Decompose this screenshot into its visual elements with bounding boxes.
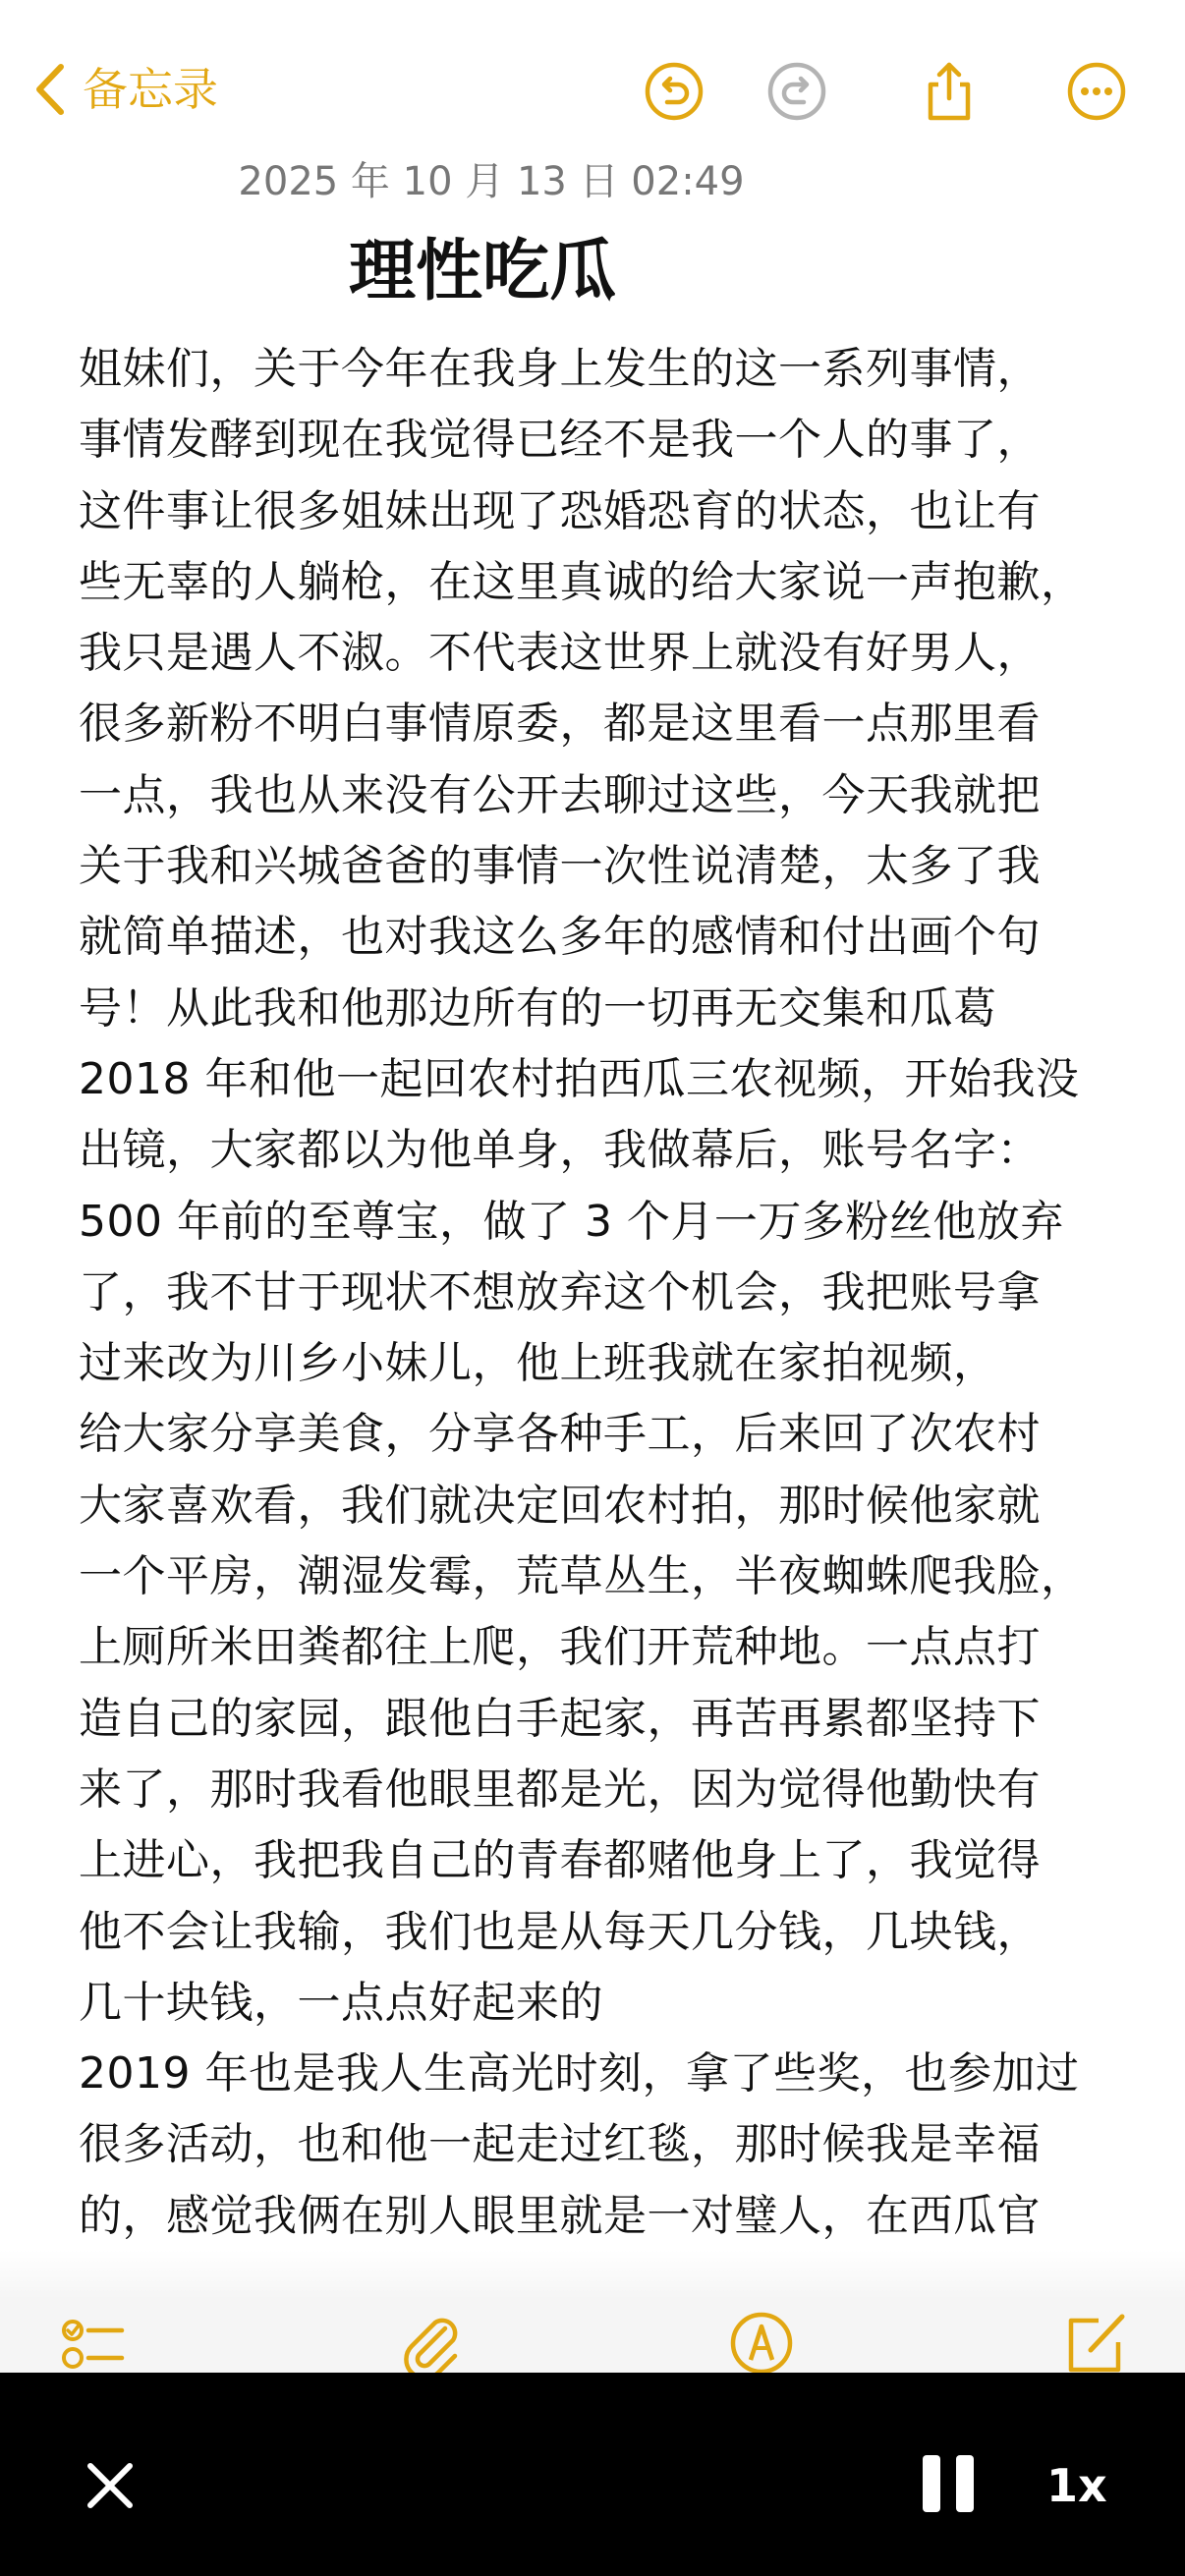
note-line: 号！从此我和他那边所有的一切再无交集和瓜葛 [79, 982, 997, 1034]
more-icon [1066, 61, 1127, 122]
note-line: 2019 年也是我人生高光时刻，拿了些奖，也参加过 [79, 2048, 1080, 2100]
note-line: 造自己的家园，跟他白手起家，再苦再累都坚持下 [79, 1693, 1041, 1744]
note-line: 给大家分享美食，分享各种手工，后来回了次农村 [79, 1409, 1041, 1460]
note-body[interactable] [79, 334, 1140, 2252]
compose-button[interactable] [1061, 2309, 1130, 2378]
note-line: 几十块钱，一点点好起来的 [79, 1977, 603, 2028]
undo-icon [644, 61, 705, 122]
pause-button[interactable] [919, 2451, 978, 2516]
top-navigation-bar [0, 39, 1185, 147]
compose-icon [1061, 2309, 1130, 2378]
note-title[interactable]: 理性吃瓜 [349, 233, 617, 310]
share-icon [919, 61, 980, 122]
more-button[interactable] [1066, 61, 1127, 122]
share-button[interactable] [919, 61, 980, 122]
attachment-button[interactable] [396, 2309, 465, 2378]
note-line: 一个平房，潮湿发霉，荒草丛生，半夜蜘蛛爬我脸， [79, 1551, 1085, 1602]
back-label: 备忘录 [83, 63, 218, 116]
note-timestamp: 2025 年 10 月 13 日 02:49 [238, 159, 745, 204]
note-line: 些无辜的人躺枪，在这里真诚的给大家说一声抱歉， [79, 556, 1085, 607]
redo-icon [766, 61, 827, 122]
note-line: 他不会让我输，我们也是从每天几分钱，几块钱， [79, 1906, 1041, 1957]
checklist-button[interactable] [59, 2309, 128, 2378]
note-line: 上进心，我把我自己的青春都赌他身上了，我觉得 [79, 1835, 1041, 1886]
note-line: 了，我不甘于现状不想放弃这个机会，我把账号拿 [79, 1266, 1041, 1317]
note-line: 很多活动，也和他一起走过红毯，那时候我是幸福 [79, 2119, 1041, 2170]
note-line: 500 年前的至尊宝，做了 3 个月一万多粉丝他放弃 [79, 1196, 1064, 1247]
chevron-left-icon [29, 59, 73, 120]
note-line: 过来改为川乡小妹儿，他上班我就在家拍视频， [79, 1338, 997, 1389]
close-button[interactable] [81, 2456, 140, 2515]
bottom-toolbar [0, 2299, 1185, 2373]
attachment-icon [396, 2309, 465, 2378]
note-line: 来了，那时我看他眼里都是光，因为觉得他勤快有 [79, 1764, 1041, 1815]
note-line: 很多新粉不明白事情原委，都是这里看一点那里看 [79, 699, 1041, 750]
note-line: 关于我和兴城爸爸的事情一次性说清楚，太多了我 [79, 841, 1041, 892]
note-line: 一点，我也从来没有公开去聊过这些，今天我就把 [79, 769, 1041, 820]
note-line: 2018 年和他一起回农村拍西瓜三农视频，开始我没 [79, 1053, 1080, 1104]
back-button[interactable] [29, 59, 218, 120]
markup-button[interactable] [727, 2309, 796, 2378]
note-line: 我只是遇人不淑。不代表这世界上就没有好男人， [79, 628, 1041, 679]
note-line: 事情发酵到现在我觉得已经不是我一个人的事了， [79, 415, 1041, 466]
toolbar-fade [0, 2250, 1185, 2299]
note-line: 出镜，大家都以为他单身，我做幕后，账号名字： [79, 1125, 1041, 1176]
note-line: 的，感觉我俩在别人眼里就是一对璧人，在西瓜官 [79, 2190, 1041, 2241]
note-line: 姐妹们，关于今年在我身上发生的这一系列事情， [79, 344, 1041, 394]
pause-icon [919, 2451, 978, 2516]
playback-speed-button[interactable]: 1x [1046, 2459, 1107, 2512]
note-line: 这件事让很多姐妹出现了恐婚恐育的状态，也让有 [79, 485, 1041, 536]
playback-bar [0, 2373, 1185, 2576]
undo-button[interactable] [644, 61, 705, 122]
note-line: 上厕所米田粪都往上爬，我们开荒种地。一点点打 [79, 1622, 1041, 1673]
checklist-icon [59, 2309, 128, 2378]
note-line: 大家喜欢看，我们就决定回农村拍，那时候他家就 [79, 1480, 1041, 1531]
redo-button[interactable] [766, 61, 827, 122]
markup-icon [727, 2309, 796, 2378]
note-line: 就简单描述，也对我这么多年的感情和付出画个句 [79, 912, 1041, 963]
close-icon [81, 2456, 140, 2515]
